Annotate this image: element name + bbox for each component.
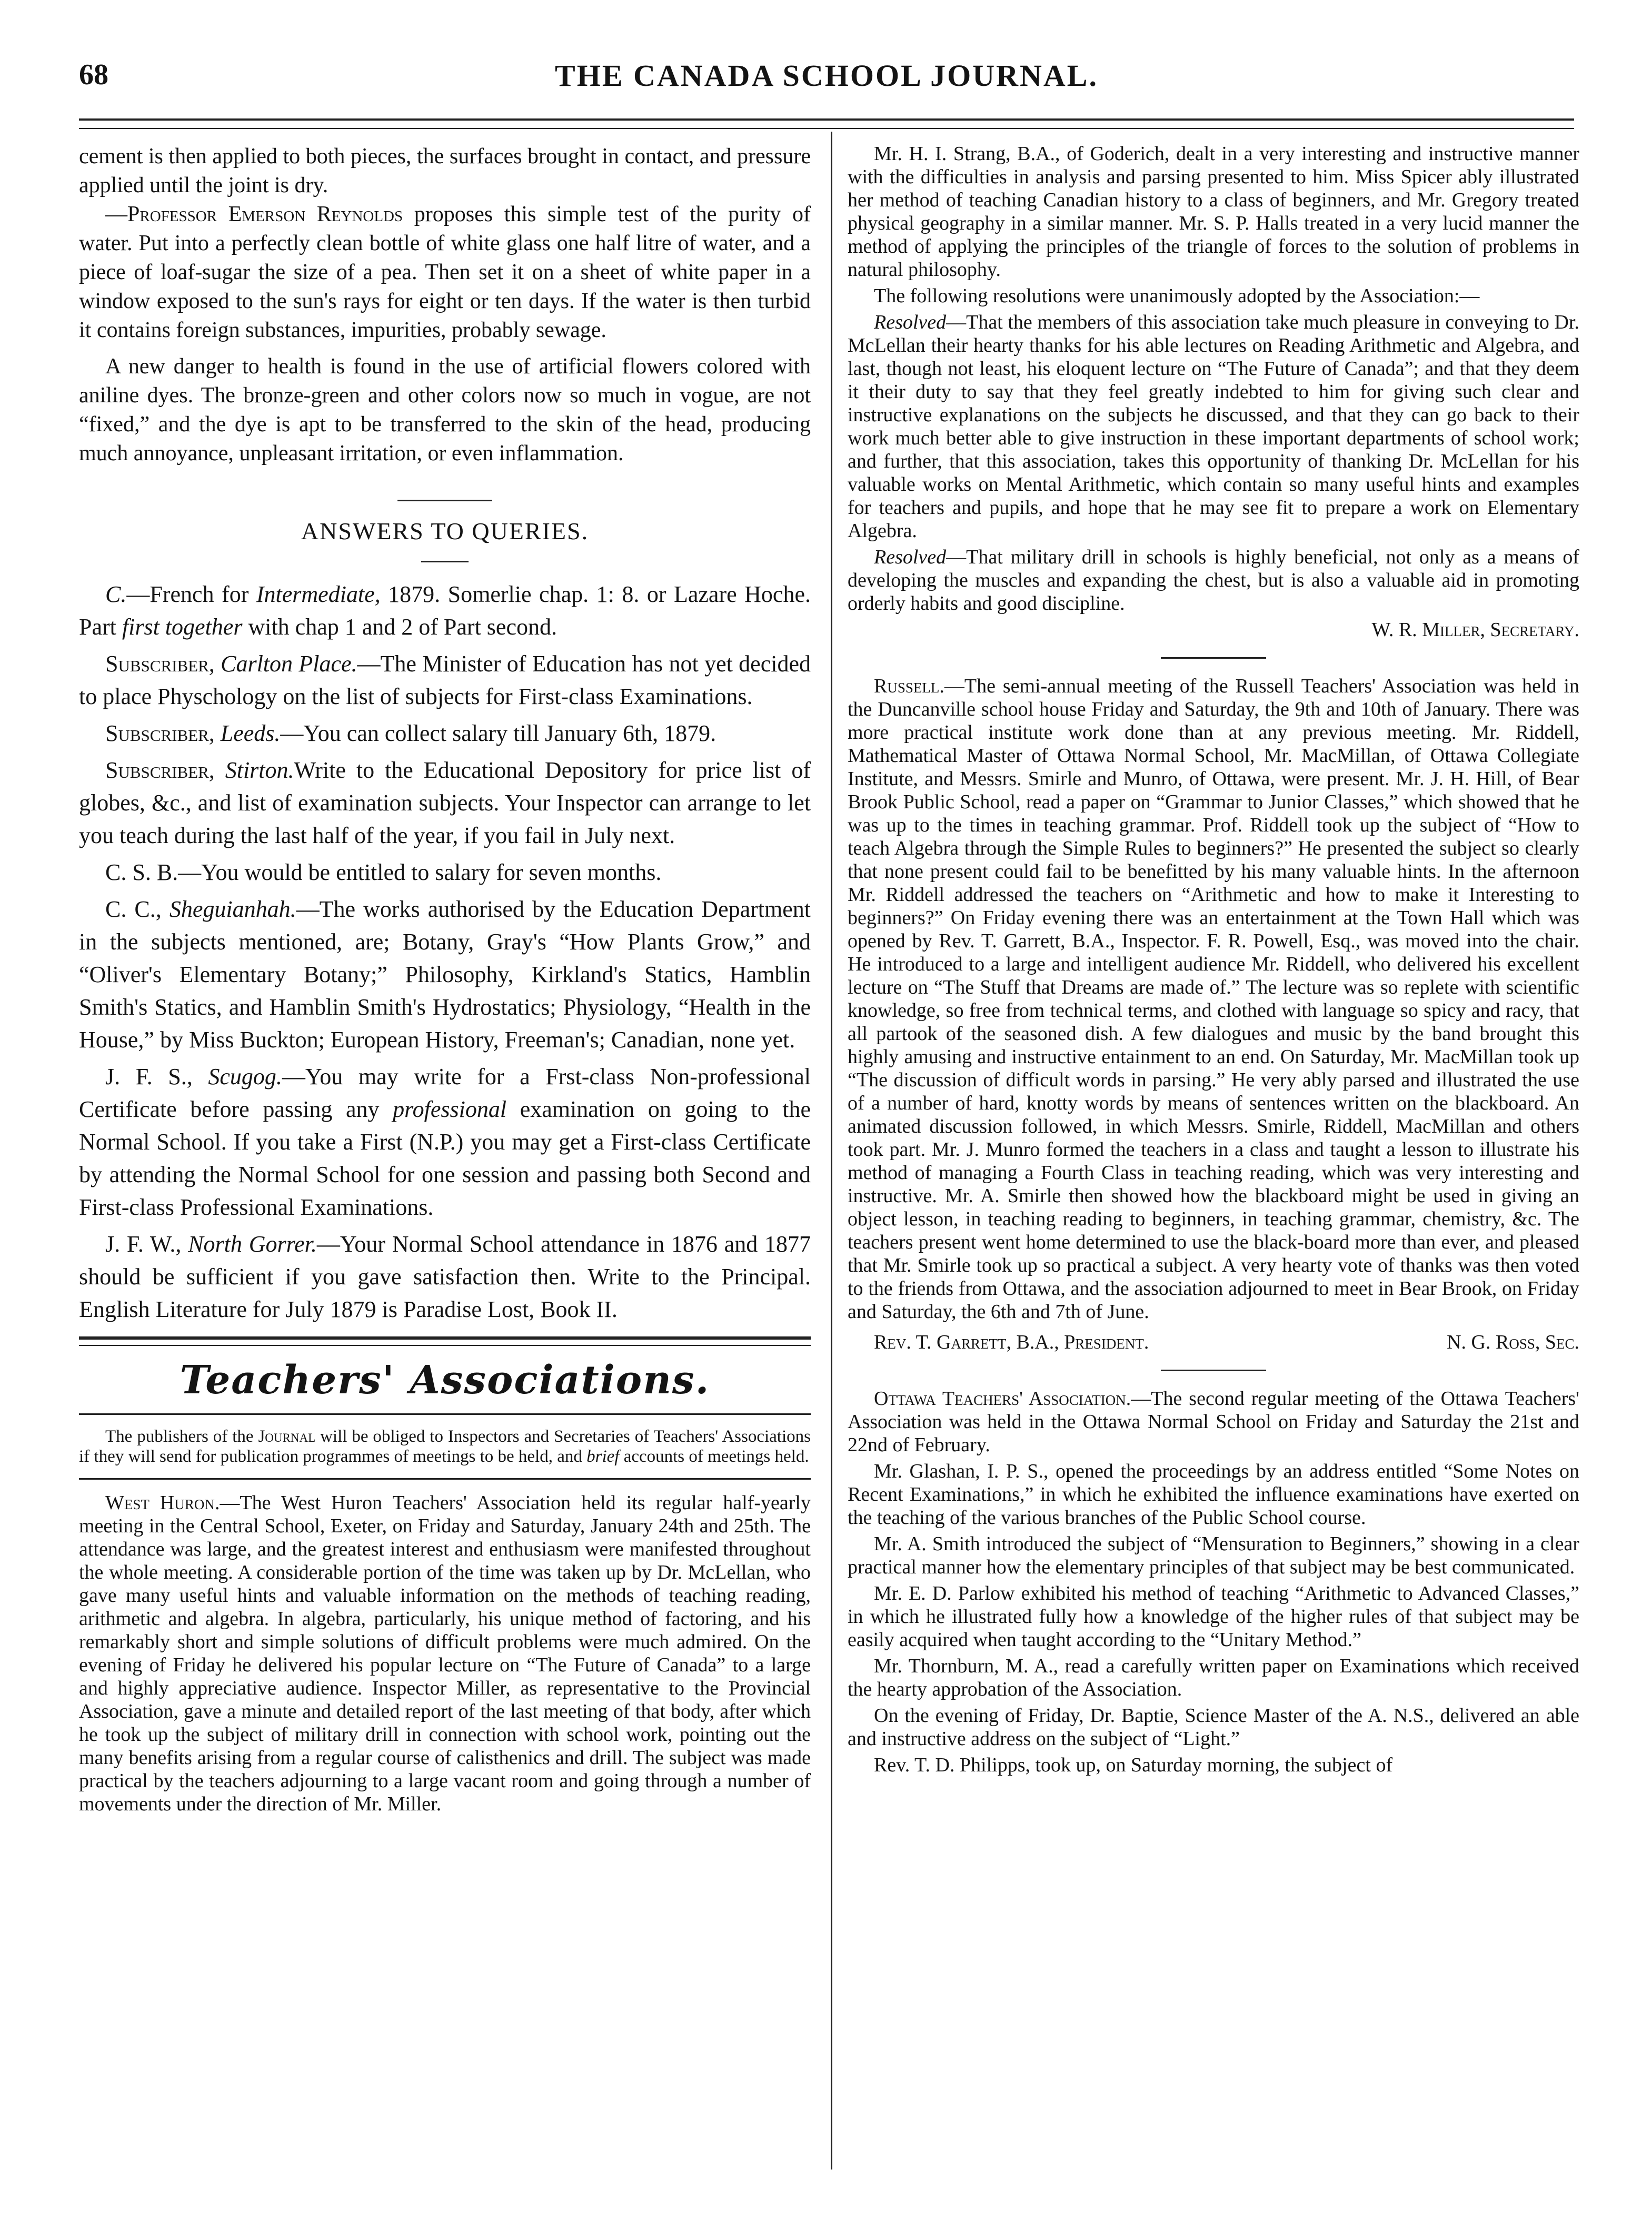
answer-item: C. S. B.—You would be entitled to salary for seven months. (105, 859, 662, 885)
column-divider (831, 132, 832, 2170)
divider (397, 500, 492, 501)
paragraph-resolutions-intro: The following resolutions were unanimously adopted by the Association:— (874, 285, 1480, 307)
answers-list (79, 578, 811, 1326)
signature-miller: W. R. Miller, Secretary. (1371, 619, 1579, 641)
west-huron-report (79, 1491, 811, 1816)
answer-item: J. F. W., North Gorrer.—Your Normal School attendance in 1876 and 1877 should be sufficient if you gave satisfaction then. Write to the Principal. English Literature for July 1879 is Paradise Lost, Book II. (79, 1231, 811, 1322)
paragraph-water-test: —Professor Emerson Reynolds proposes this simple test of the purity of water. Put into a perfectly clean bottle of white glass one half litre of water, and a piece of loaf-sugar the size of a pea. Then set it on a sheet of white paper in a window exposed to the sun's rays for eight or ten days. If the water is then turbid it contains foreign substances, impurities, probably sewage. (79, 202, 811, 342)
resolution-1: Resolved—That the members of this association take much pleasure in conveying to Dr. McLellan their hearty thanks for his able lectures on Reading Arithmetic and Algebra, and last, though not least, his eloquent lecture on “The Future of Canada”; and that they deem it their duty to say that they feel greatly indebted to him for giving such clear and instructive explanations on the subjects he discussed, and that they can go back to their work much better able to give instruction in these important departments of school work; and further, that this association, takes this opportunity of thanking Dr. McLellan for his valuable works on Mental Arithmetic, which contain so many useful hints and examples for teachers and pupils, and hope that he may see fit to prepare a work on Elementary Algebra. (848, 311, 1579, 542)
paragraph-strang: Mr. H. I. Strang, B.A., of Goderich, dealt in a very interesting and instructive manner with the difficulties in analysis and parsing presented to him. Miss Spicer ably illustrated her method of teaching Canadian history to a class of beginners, and Mr. Gregory treated physical geography in a similar manner. Mr. S. P. Halls treated in a very lucid manner the method of applying the principles of the triangle of forces to the solution of problems in natural philosophy. (848, 143, 1579, 281)
answers-heading: ANSWERS TO QUERIES. (301, 518, 589, 544)
ottawa-paragraph: Mr. A. Smith introduced the subject of “Mensuration to Beginners,” showing in a clear practical manner how the elementary principles of that subject may be best communicated. (848, 1533, 1579, 1578)
signature-secretary: N. G. Ross, Sec. (1447, 1331, 1579, 1353)
author-name: —Professor Emerson Reynolds (105, 202, 403, 226)
resolution-2: Resolved—That military drill in schools is highly beneficial, not only as a means of developing the muscles and expanding the chest, but is also a valuable aid in promoting orderly habits and good discipline. (848, 546, 1579, 615)
divider (79, 1478, 811, 1480)
ottawa-paragraph: Mr. Thornburn, M. A., read a carefully written paper on Examinations which received the hearty approbation of the Association. (848, 1655, 1579, 1700)
russell-signatures (848, 1331, 1579, 1354)
right-column (848, 142, 1579, 1780)
answer-item: Subscriber, Carlton Place.—The Minister of Education has not yet decided to place Physchology on the list of subjects for First-class Examinations. (79, 651, 811, 709)
russell-report: Russell.—The semi-annual meeting of the Russell Teachers' Association was held in the Duncanville school house Friday and Saturday, the 9th and 10th of January. There was more practical institute work done than at any previous meeting. Mr. Riddell, Mathematical Master of Ottawa Normal School, Mr. MacMillan, of Ottawa Collegiate Institute, and Messrs. Smirle and Munro, of Ottawa, were present. Mr. J. H. Hill, of Bear Brook Public School, read a paper on “Grammar to Junior Classes,” which showed that he was up to the times in teaching grammar. Prof. Riddell took up the subject of “How to teach Algebra through the Simple Rules to beginners?” He presented the subject so clearly that none present could fail to be benefitted by his many valuable hints. In the afternoon Mr. Riddell addressed the teachers on “Arithmetic and how to make it Interesting to beginners?” On Friday evening there was an entertainment at the Town Hall which was opened by Rev. T. Garrett, B.A., Inspector. F. R. Powell, Esq., was moved into the chair. He introduced to a large and intelligent audience Mr. Riddell, who delivered his excellent lecture on “The Stuff that Dreams are made of.” The lecture was so replete with scientific knowledge, so free from technical terms, and clothed with language so spicy and racy, that all partook of the seasoned dish. A few dialogues and music by the band brought this highly amusing and instructive entainment to an end. On Saturday, Mr. MacMillan took up “The discussion of difficult words in parsing.” He very ably parsed and illustrated the use of a number of hard, knotty words by means of sentences written on the blackboard. An animated discussion followed, in which Messrs. Smirle, Riddell, MacMillan and others took part. Mr. J. Munro formed the teachers in a class and taught a lesson to illustrate his method of managing a Fourth Class in teaching reading, which was very interesting and instructive. Mr. A. Smirle then showed how the blackboard might be used in giving an object lesson, in teaching reading to beginners, in teaching grammar, chemistry, &c. The teachers present went home determined to use the black-board more than ever, and pleased that Mr. Smirle took up so practical a subject. A very hearty vote of thanks was then voted to the friends from Ottawa, and the association adjourned to meet in Bear Brook, on Friday and Saturday, the 6th and 7th of June. (848, 675, 1579, 1323)
publisher-notice: The publishers of the Journal will be obliged to Inspectors and Secretaries of Teachers' Associations if they will send for publication programmes of meetings to be held, and brief accounts of meetings held. (79, 1427, 811, 1466)
answer-item: C.—French for Intermediate, 1879. Somerlie chap. 1: 8. or Lazare Hoche. Part first together with chap 1 and 2 of Part second. (79, 581, 811, 640)
paragraph-aniline: A new danger to health is found in the use of artificial flowers colored with aniline dyes. The bronze-green and other colors now so much in vogue, are not “fixed,” and the dye is apt to be transferred to the skin of the head, producing much annoyance, unpleasant irritation, or even inflammation. (79, 354, 811, 465)
divider (421, 561, 469, 562)
ottawa-paragraph: Rev. T. D. Philipps, took up, on Saturday morning, the subject of (874, 1754, 1393, 1776)
section-title: Teachers' Associations. (180, 1358, 710, 1403)
signature-president: Rev. T. Garrett, B.A., President. (874, 1331, 1149, 1353)
page-number: 68 (79, 58, 108, 91)
left-column (79, 142, 811, 1819)
section-rule (79, 1336, 811, 1346)
paragraph-cement: cement is then applied to both pieces, the surfaces brought in contact, and pressure applied until the joint is dry. (79, 144, 811, 197)
answer-item: Subscriber, Stirton.Write to the Educational Depository for price list of globes, &c., and list of examination subjects. Your Inspector can arrange to let you teach during the last half of the year, if you fail in July next. (79, 757, 811, 848)
west-huron-paragraph: West Huron.—The West Huron Teachers' Association held its regular half-yearly meeting in the Central School, Exeter, on Friday and Saturday, January 24th and 25th. The attendance was large, and the greatest interest and enthusiasm were manifested throughout the whole meeting. A considerable portion of the time was taken up by Dr. McLellan, who gave many useful hints and valuable information on the methods of teaching reading, arithmetic and algebra. In algebra, particularly, his unique method of factoring, and his remarkably short and simple solutions of difficult problems were much admired. On the evening of Friday he delivered his popular lecture on “The Future of Canada” to a large and highly appreciative audience. Inspector Miller, as representative to the Provincial Association, gave a minute and detailed report of the last meeting of that body, after which he took up the subject of military drill in connection with school work, pointing out the many benefits arising from a regular course of calisthenics and drill. The subject was made practical by the teachers adjourning to a large vacant room and going through a number of movements under the direction of Mr. Miller. (79, 1492, 811, 1815)
ottawa-paragraph: Mr. E. D. Parlow exhibited his method of teaching “Arithmetic to Advanced Classes,” in which he illustrated fully how a knowledge of the higher rules of that subject may be easily acquired when taught according to the “Unitary Method.” (848, 1582, 1579, 1651)
answer-item: J. F. S., Scugog.—You may write for a Frst-class Non-professional Certificate before passing any professional examination on going to the Normal School. If you take a First (N.P.) you may get a First-class Certificate by attending the Normal School for one session and passing both Second and First-class Professional Examinations. (79, 1064, 811, 1220)
divider (79, 1413, 811, 1415)
ottawa-report: Ottawa Teachers' Association.—The second regular meeting of the Ottawa Teachers' Association was held in the Ottawa Normal School on Friday and Saturday the 21st and 22nd of February. (848, 1388, 1580, 1456)
answer-item: Subscriber, Leeds.—You can collect salary till January 6th, 1879. (105, 720, 716, 746)
header-rule (79, 118, 1574, 129)
divider (1161, 657, 1266, 659)
ottawa-paragraph: On the evening of Friday, Dr. Baptie, Science Master of the A. N.S., delivered an able and instructive address on the subject of “Light.” (848, 1705, 1579, 1750)
ottawa-paragraph: Mr. Glashan, I. P. S., opened the proceedings by an address entitled “Some Notes on Recent Examinations,” in which he exhibited the influence examinations have exerted on the teaching of the various branches of the Public School course. (848, 1460, 1579, 1529)
page-header (79, 53, 1574, 111)
answer-item: C. C., Sheguianhah.—The works authorised by the Education Department in the subjects mentioned, are; Botany, Gray's “How Plants Grow,” and “Oliver's Elementary Botany;” Philosophy, Kirkland's Statics, Hamblin Smith's Statics, and Hamblin Smith's Hydrostatics; Physiology, “Health in the House,” by Miss Buckton; European History, Freeman's; Canadian, none yet. (79, 896, 811, 1053)
journal-title: THE CANADA SCHOOL JOURNAL. (555, 58, 1098, 93)
divider (1161, 1370, 1266, 1371)
